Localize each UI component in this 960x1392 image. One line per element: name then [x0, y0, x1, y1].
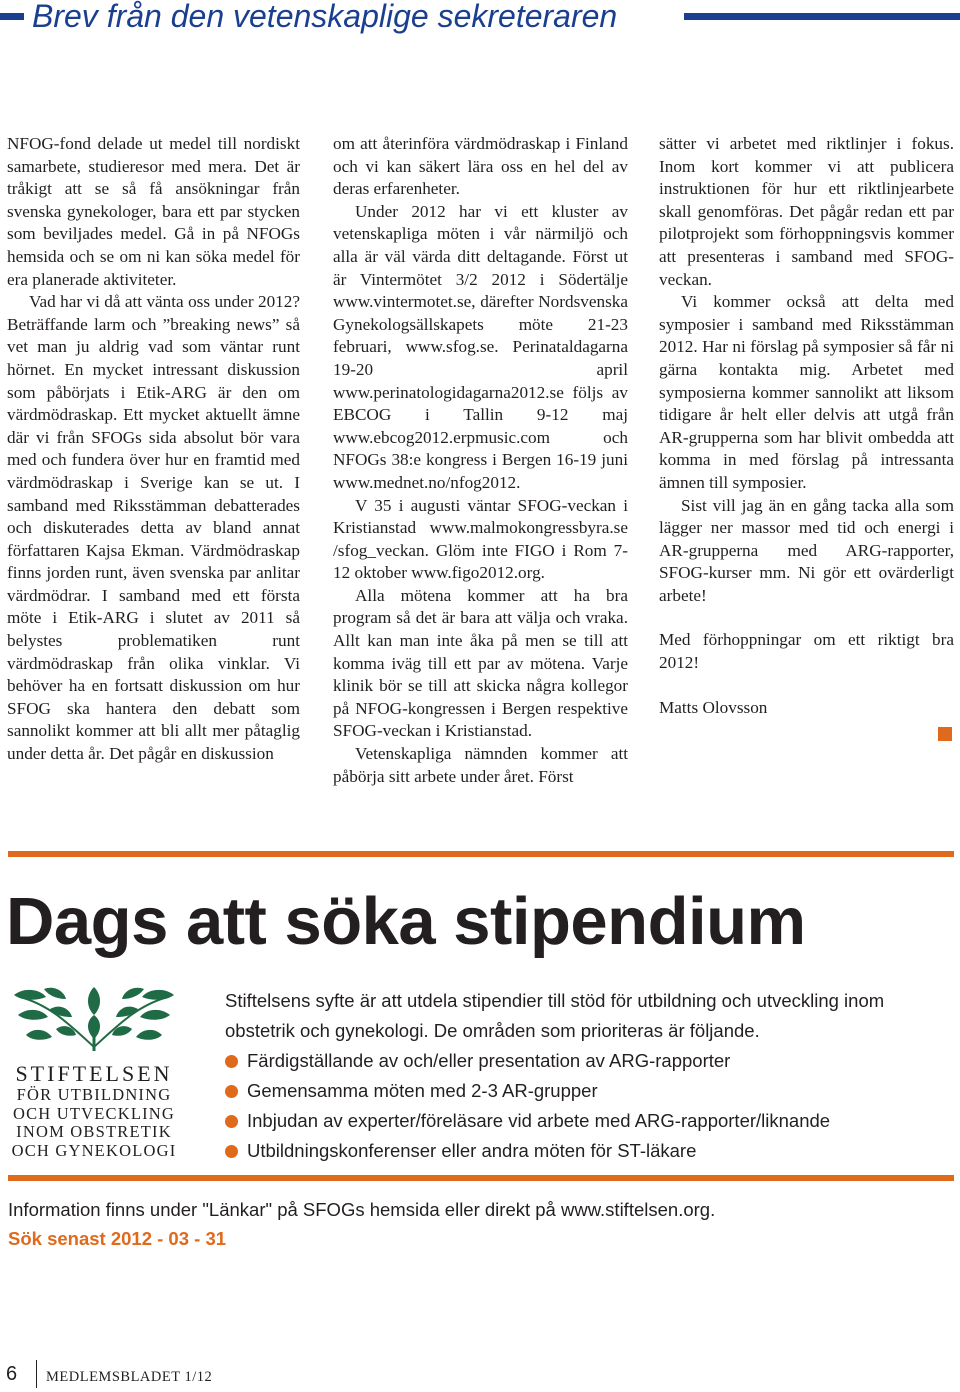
- article-column-1: [7, 133, 300, 766]
- paragraph: NFOG-fond delade ut medel till nordiskt samarbete, studieresor med mera. Det är tråkigt att se så få ansökningar från svenska gynekologer, bara ett par stycken som beviljades medel. Gå in på NFOGs hemsida och se om ni kan söka medel för era planerade aktiviteter.: [7, 134, 300, 289]
- stipendium-title: Dags att söka stipendium: [6, 884, 806, 959]
- logo-line: STIFTELSEN: [15, 1061, 173, 1086]
- list-item-text: Gemensamma möten med 2-3 AR-grupper: [247, 1080, 598, 1101]
- paragraph: Vi kommer också att delta med symposier i samband med Riksstämman 2012. Har ni förslag på symposier så får ni gärna kontakta mig. Arbetet med symposierna kommer sannolikt att liksom tidigare år helt eller delvis att utgå från AR-grupperna som har blivit ombedda att komma in med förslag på intressanta ämnen till symposier.: [659, 292, 954, 492]
- logo-line: OCH UTVECKLING: [12, 1103, 176, 1123]
- paragraph: Under 2012 har vi ett kluster av vetenskapliga möten i vår närmiljö och alla är väl värda ditt deltagande. Först ut är Vintermötet 3/2 2012 i Södertälje www.vintermotet.se, därefter Nordsvenska Gynekologsällskapets möte 21-23 februari, www.sfog.se. Perinataldagarna 19-20 april www.perinatologidagarna2012.se följs av EBCOG i Tallin 9-12 maj www.ebcog2012.erpmusic.com och NFOGs 38:e kongress i Bergen 16-19 juni www.mednet.no/nfog2012.: [333, 201, 628, 492]
- paragraph: Alla mötena kommer att ha bra program så det är bara att välja och vraka. Allt kan man inte åka på men se till att komma iväg till ett par av mötena. Varje klinik bör se till att skicka några kollegor på NFOG-kongressen i Bergen respektive SFOG-veckan i Kristianstad.: [333, 585, 628, 741]
- paragraph: Sist vill jag än en gång tacka alla som lägger ner massor med tid och energi i AR-grupperna med ARG-rapporter, SFOG-kurser mm. Ni gör ett ovärderligt arbete!: [659, 495, 954, 605]
- list-item-text: Inbjudan av experter/föreläsare vid arbete med ARG-rapporter/liknande: [247, 1110, 831, 1131]
- logo-line: OCH GYNEKOLOGI: [11, 1140, 177, 1160]
- paragraph: Vetenskapliga nämnden kommer att påbörja sitt arbete under året. Först: [333, 744, 628, 786]
- list-item: [225, 1076, 955, 1106]
- article-column-3: [659, 133, 954, 719]
- list-item: [225, 1136, 955, 1166]
- list-item-text: Färdigställande av och/eller presentation av ARG-rapporter: [247, 1050, 731, 1071]
- list-item: [225, 1046, 955, 1076]
- page-number: 6: [6, 1363, 18, 1385]
- info-text: Information finns under "Länkar" på SFOGs hemsida eller direkt på www.stiftelsen.org.: [8, 1199, 716, 1220]
- logo-line: INOM OBSTRETIK: [16, 1122, 172, 1141]
- orange-dot-icon: [225, 1055, 238, 1068]
- header-rule-left: [0, 13, 24, 20]
- orange-dot-icon: [225, 1115, 238, 1128]
- closing-line: Med förhoppningar om ett riktigt bra 2012!: [659, 630, 954, 673]
- footer-separator: [36, 1360, 37, 1388]
- section-divider-top: [8, 851, 954, 857]
- priority-list: [225, 1046, 955, 1166]
- deadline-text: Sök senast 2012 - 03 - 31: [8, 1228, 227, 1249]
- paragraph: om att återinföra värdmödraskap i Finland och vi kan säkert lära oss en hel del av deras erfarenheter.: [333, 134, 628, 199]
- header-rule-right: [684, 13, 960, 20]
- article-column-2: [333, 133, 628, 788]
- foundation-logo-text: [8, 1062, 180, 1160]
- logo-line: FÖR UTBILDNING: [16, 1085, 172, 1104]
- orange-dot-icon: [225, 1145, 238, 1158]
- paragraph: sätter vi arbetet med riktlinjer i fokus. Inom kort kommer vi att publicera instruktionen för hur ett riktlinjearbete skall genomföras. Det pågår redan ett par pilotprojekt som förhoppningsvis kommer att presenteras i samband med SFOG-veckan.: [659, 134, 954, 289]
- orange-square-icon: [938, 727, 952, 741]
- list-item-text: Utbildningskonferenser eller andra möten för ST-läkare: [247, 1140, 697, 1161]
- paragraph: Vad har vi då att vänta oss under 2012? Beträffande larm och ”breaking news” så vet man ju aldrig vad som väntar runt hörnet. En mycket intressant diskussion som påbörjats i Etik-ARG är den om värdmödraskap. Ett mycket aktuellt ämne där vi från SFOGs sida absolut bör vara med och fundera över hur en framtid med värdmödraskap i Sverige kan se ut. I samband med Riksstämman debatterades och diskuterades detta av bland annat författaren Kajsa Ekman. Värdmödraskap finns jorden runt, även svenska par anlitar värdmödrar. I samband med ett första möte i Etik-ARG i slutet av 2011 så belystes problematiken runt värdmödraskap från olika vinklar. Vi behöver ha en fortsatt diskussion om hur SFOG ska hantera den debatt som sannolikt kommer att bli allt mer påtaglig under detta år. Det pågår en diskussion: [7, 292, 300, 764]
- publication-name: MEDLEMSBLADET 1/12: [46, 1369, 213, 1385]
- author-signature: Matts Olovsson: [659, 697, 768, 717]
- paragraph: V 35 i augusti väntar SFOG-veckan i Kristianstad www.malmokongressbyra.se /sfog_veckan. Glöm inte FIGO i Rom 7-12 oktober www.figo2012.org.: [333, 495, 628, 583]
- list-item: [225, 1106, 955, 1136]
- orange-dot-icon: [225, 1085, 238, 1098]
- leaf-tree-logo-icon: [10, 985, 178, 1053]
- section-divider-bottom: [8, 1175, 954, 1181]
- stipendium-description: [225, 986, 955, 1166]
- stipendium-intro: Stiftelsens syfte är att utdela stipendier till stöd för utbildning och utveckling inom obstetrik och gynekologi. De områden som prioriteras är följande.: [225, 990, 885, 1041]
- page-title: Brev från den vetenskaplige sekreteraren: [32, 0, 618, 34]
